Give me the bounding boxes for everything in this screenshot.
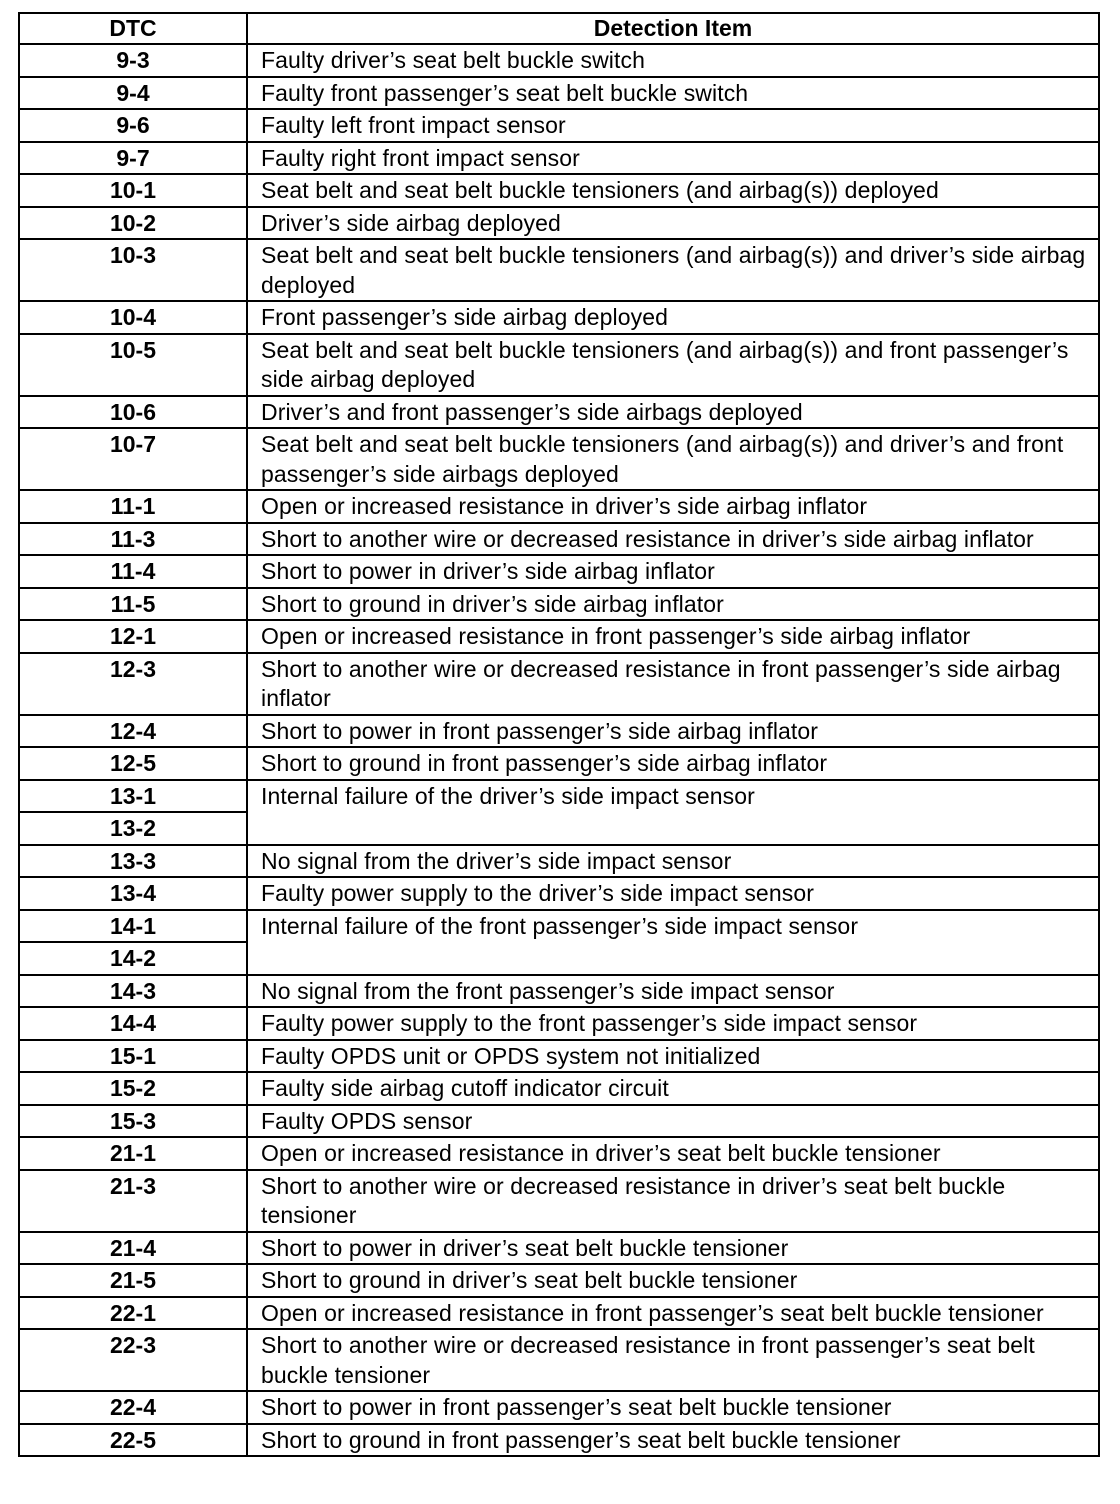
table-row xyxy=(19,588,1099,621)
dtc-code: 12-3 xyxy=(19,653,247,715)
dtc-code: 12-1 xyxy=(19,620,247,653)
table-row xyxy=(19,428,1099,490)
table-header-row xyxy=(19,13,1099,44)
dtc-code: 9-4 xyxy=(19,77,247,110)
dtc-code: 10-6 xyxy=(19,396,247,429)
detection-item: Open or increased resistance in front passenger’s side airbag inflator xyxy=(247,620,1099,653)
detection-item: Front passenger’s side airbag deployed xyxy=(247,301,1099,334)
table-row xyxy=(19,174,1099,207)
detection-item: Faulty left front impact sensor xyxy=(247,109,1099,142)
dtc-code: 21-5 xyxy=(19,1264,247,1297)
dtc-code: 10-5 xyxy=(19,334,247,396)
dtc-code: 12-5 xyxy=(19,747,247,780)
dtc-code: 10-7 xyxy=(19,428,247,490)
table-row xyxy=(19,301,1099,334)
detection-item: Internal failure of the driver’s side impact sensor xyxy=(247,780,1099,845)
dtc-code: 9-7 xyxy=(19,142,247,175)
detection-item: Driver’s side airbag deployed xyxy=(247,207,1099,240)
dtc-code: 13-1 xyxy=(19,780,247,813)
detection-item: No signal from the front passenger’s side impact sensor xyxy=(247,975,1099,1008)
detection-item: Faulty side airbag cutoff indicator circuit xyxy=(247,1072,1099,1105)
table-body xyxy=(19,44,1099,1456)
detection-item: Short to another wire or decreased resistance in driver’s seat belt buckle tensioner xyxy=(247,1170,1099,1232)
detection-item: Faulty power supply to the front passenger’s side impact sensor xyxy=(247,1007,1099,1040)
detection-item: Open or increased resistance in driver’s side airbag inflator xyxy=(247,490,1099,523)
table-row xyxy=(19,653,1099,715)
dtc-code: 13-3 xyxy=(19,845,247,878)
table-row xyxy=(19,1264,1099,1297)
detection-item: Seat belt and seat belt buckle tensioners (and airbag(s)) and driver’s and front passenger’s side airbags deployed xyxy=(247,428,1099,490)
detection-item: Short to another wire or decreased resistance in driver’s side airbag inflator xyxy=(247,523,1099,556)
detection-item: Short to ground in front passenger’s seat belt buckle tensioner xyxy=(247,1424,1099,1457)
detection-item: Open or increased resistance in front passenger’s seat belt buckle tensioner xyxy=(247,1297,1099,1330)
dtc-code: 22-5 xyxy=(19,1424,247,1457)
table-row xyxy=(19,1137,1099,1170)
table-row xyxy=(19,1040,1099,1073)
detection-item: Short to power in driver’s seat belt buckle tensioner xyxy=(247,1232,1099,1265)
table-row xyxy=(19,77,1099,110)
detection-item: Short to another wire or decreased resistance in front passenger’s seat belt buckle tensioner xyxy=(247,1329,1099,1391)
dtc-code: 10-2 xyxy=(19,207,247,240)
table-row xyxy=(19,1391,1099,1424)
detection-item: Seat belt and seat belt buckle tensioners (and airbag(s)) and driver’s side airbag deployed xyxy=(247,239,1099,301)
detection-item: Short to ground in driver’s seat belt buckle tensioner xyxy=(247,1264,1099,1297)
dtc-code: 15-3 xyxy=(19,1105,247,1138)
table-row xyxy=(19,877,1099,910)
dtc-code: 13-4 xyxy=(19,877,247,910)
detection-item: Internal failure of the front passenger’s side impact sensor xyxy=(247,910,1099,975)
detection-item: Seat belt and seat belt buckle tensioners (and airbag(s)) deployed xyxy=(247,174,1099,207)
table-row xyxy=(19,490,1099,523)
table-row xyxy=(19,1105,1099,1138)
detection-item: Open or increased resistance in driver’s seat belt buckle tensioner xyxy=(247,1137,1099,1170)
dtc-code: 21-4 xyxy=(19,1232,247,1265)
table-row xyxy=(19,1170,1099,1232)
table-row xyxy=(19,715,1099,748)
dtc-table-container xyxy=(18,12,1098,1457)
table-row xyxy=(19,207,1099,240)
dtc-code: 15-1 xyxy=(19,1040,247,1073)
detection-item: Short to ground in driver’s side airbag inflator xyxy=(247,588,1099,621)
table-row xyxy=(19,1007,1099,1040)
table-row xyxy=(19,1329,1099,1391)
dtc-code: 21-1 xyxy=(19,1137,247,1170)
table-row xyxy=(19,555,1099,588)
dtc-code: 14-3 xyxy=(19,975,247,1008)
table-row xyxy=(19,109,1099,142)
dtc-column-header: DTC xyxy=(19,13,247,44)
detection-item: Faulty right front impact sensor xyxy=(247,142,1099,175)
detection-item: Faulty front passenger’s seat belt buckle switch xyxy=(247,77,1099,110)
table-row xyxy=(19,334,1099,396)
dtc-code: 9-6 xyxy=(19,109,247,142)
dtc-code: 11-4 xyxy=(19,555,247,588)
table-row xyxy=(19,523,1099,556)
dtc-code: 22-3 xyxy=(19,1329,247,1391)
dtc-code: 10-4 xyxy=(19,301,247,334)
table-row xyxy=(19,44,1099,77)
dtc-code: 22-1 xyxy=(19,1297,247,1330)
table-row xyxy=(19,780,1099,813)
detection-item: Short to power in front passenger’s seat belt buckle tensioner xyxy=(247,1391,1099,1424)
detection-item: Faulty OPDS unit or OPDS system not initialized xyxy=(247,1040,1099,1073)
dtc-code: 21-3 xyxy=(19,1170,247,1232)
table-row xyxy=(19,845,1099,878)
dtc-code: 22-4 xyxy=(19,1391,247,1424)
detection-item: Faulty power supply to the driver’s side impact sensor xyxy=(247,877,1099,910)
detection-item: Driver’s and front passenger’s side airbags deployed xyxy=(247,396,1099,429)
detection-item: Short to ground in front passenger’s side airbag inflator xyxy=(247,747,1099,780)
detection-item: Short to power in driver’s side airbag inflator xyxy=(247,555,1099,588)
table-row xyxy=(19,396,1099,429)
table-row xyxy=(19,142,1099,175)
dtc-code: 9-3 xyxy=(19,44,247,77)
table-row xyxy=(19,1424,1099,1457)
dtc-code: 14-1 xyxy=(19,910,247,943)
table-row xyxy=(19,1072,1099,1105)
detection-item: Faulty driver’s seat belt buckle switch xyxy=(247,44,1099,77)
table-row xyxy=(19,620,1099,653)
table-row xyxy=(19,1297,1099,1330)
dtc-code: 11-1 xyxy=(19,490,247,523)
detection-item: Faulty OPDS sensor xyxy=(247,1105,1099,1138)
detection-item: Seat belt and seat belt buckle tensioners (and airbag(s)) and front passenger’s side airbag deployed xyxy=(247,334,1099,396)
detection-item: Short to power in front passenger’s side airbag inflator xyxy=(247,715,1099,748)
dtc-code: 15-2 xyxy=(19,1072,247,1105)
dtc-code: 14-2 xyxy=(19,942,247,975)
dtc-code: 11-3 xyxy=(19,523,247,556)
detection-item-column-header: Detection Item xyxy=(247,13,1099,44)
dtc-code: 10-1 xyxy=(19,174,247,207)
table-row xyxy=(19,747,1099,780)
dtc-code: 14-4 xyxy=(19,1007,247,1040)
dtc-code: 13-2 xyxy=(19,812,247,845)
table-row xyxy=(19,910,1099,943)
dtc-code: 11-5 xyxy=(19,588,247,621)
detection-item: No signal from the driver’s side impact sensor xyxy=(247,845,1099,878)
table-row xyxy=(19,1232,1099,1265)
dtc-code: 12-4 xyxy=(19,715,247,748)
table-row xyxy=(19,239,1099,301)
dtc-code: 10-3 xyxy=(19,239,247,301)
dtc-table xyxy=(18,12,1100,1457)
detection-item: Short to another wire or decreased resistance in front passenger’s side airbag inflator xyxy=(247,653,1099,715)
table-row xyxy=(19,975,1099,1008)
